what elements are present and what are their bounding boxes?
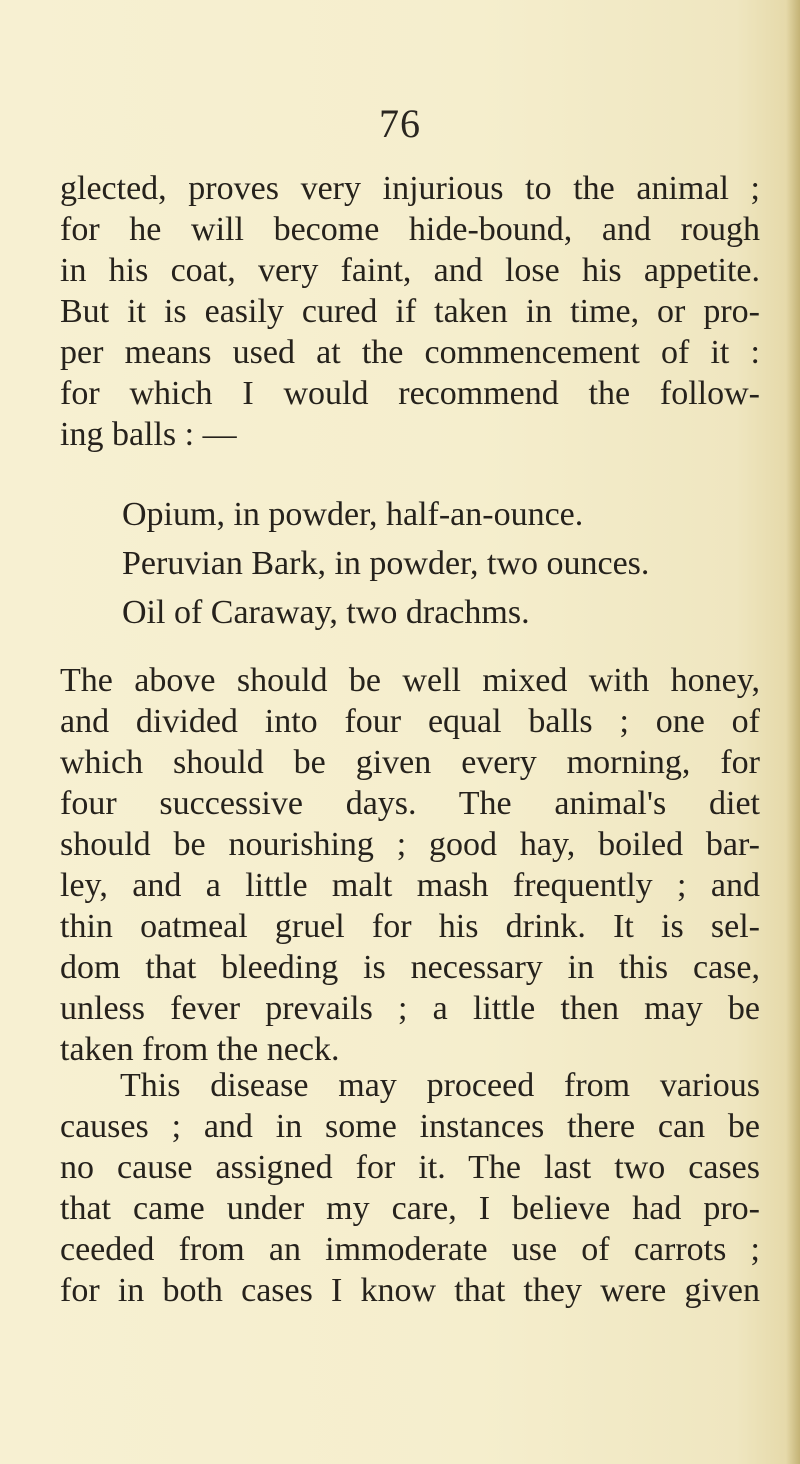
text-line: glected, proves very injurious to the animal ; <box>60 170 760 207</box>
text-line: which should be given every morning, for <box>60 744 760 781</box>
text-line: The above should be well mixed with honey, <box>60 662 760 699</box>
text-line: for in both cases I know that they were given <box>60 1272 760 1309</box>
text-line: four successive days. The animal's diet <box>60 785 760 822</box>
text-line: for which I would recommend the follow- <box>60 375 760 412</box>
text-line: no cause assigned for it. The last two cases <box>60 1149 760 1186</box>
page-number: 76 <box>379 101 421 146</box>
text-line: This disease may proceed from various <box>120 1067 760 1104</box>
recipe-list <box>60 490 760 637</box>
paragraph-2 <box>60 660 760 1070</box>
text-line: that came under my care, I believe had pro- <box>60 1190 760 1227</box>
text-line: in his coat, very faint, and lose his appetite. <box>60 252 760 289</box>
text-line: taken from the neck. <box>60 1031 340 1068</box>
text-line: and divided into four equal balls ; one of <box>60 703 760 740</box>
text-line: thin oatmeal gruel for his drink. It is sel- <box>60 908 760 945</box>
text-line: ley, and a little malt mash frequently ; and <box>60 867 760 904</box>
text-line: for he will become hide-bound, and rough <box>60 211 760 248</box>
recipe-item: Oil of Caraway, two drachms. <box>122 594 530 631</box>
text-line: causes ; and in some instances there can be <box>60 1108 760 1145</box>
text-line: But it is easily cured if taken in time, or pro- <box>60 293 760 330</box>
paragraph-1 <box>60 168 760 455</box>
paragraph-3 <box>60 1065 760 1311</box>
text-line: dom that bleeding is necessary in this case, <box>60 949 760 986</box>
text-line: ing balls : — <box>60 416 237 453</box>
text-line: unless fever prevails ; a little then may be <box>60 990 760 1027</box>
text-line: ceeded from an immoderate use of carrots ; <box>60 1231 760 1268</box>
text-line: per means used at the commencement of it : <box>60 334 760 371</box>
recipe-item: Opium, in powder, half-an-ounce. <box>122 496 584 533</box>
text-line: should be nourishing ; good hay, boiled bar- <box>60 826 760 863</box>
recipe-item: Peruvian Bark, in powder, two ounces. <box>122 545 650 582</box>
page-edge-shadow <box>786 0 800 1464</box>
